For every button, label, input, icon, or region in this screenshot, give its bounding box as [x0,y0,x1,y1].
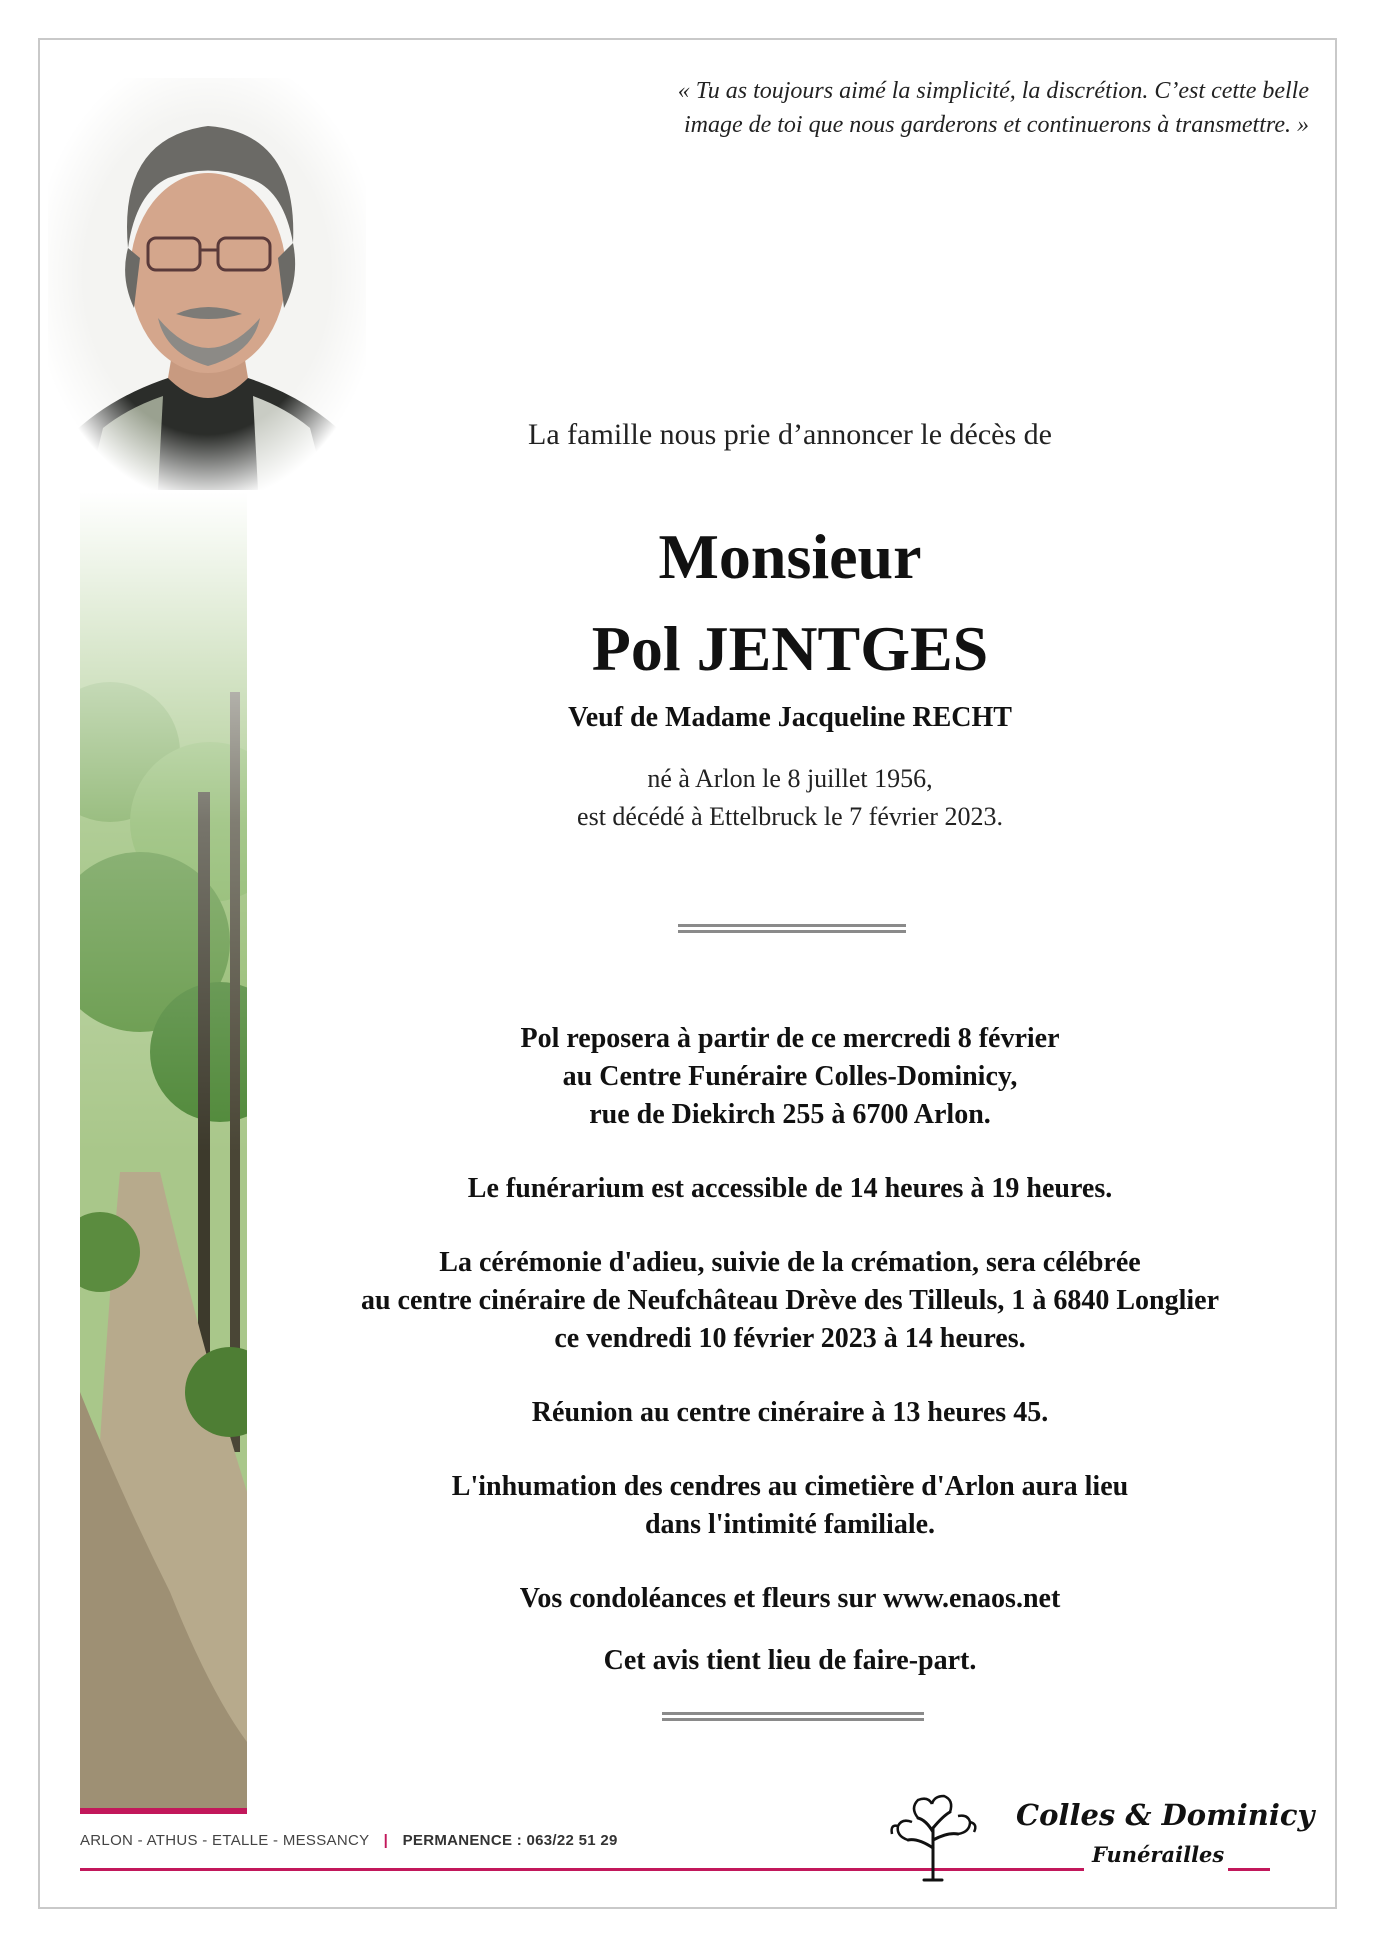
logo-line-left [976,1868,1084,1871]
footer-contact [80,1832,618,1849]
quote-line-1: « Tu as toujours aimé la simplicité, la discrétion. C’est cette belle [677,78,1309,104]
meeting-paragraph [270,1394,1310,1432]
rest-paragraph [270,1020,1310,1134]
ceremony-line-1: La cérémonie d'adieu, suivie de la crémation, sera célébrée [439,1247,1141,1278]
divider-top [678,924,906,933]
divider-bottom [662,1712,924,1721]
meeting-line: Réunion au centre cinéraire à 13 heures 45. [531,1397,1049,1428]
condolences-line: Vos condoléances et fleurs sur www.enaos.net [519,1583,1061,1614]
hours-paragraph [270,1170,1310,1208]
rest-line-3: rue de Diekirch 255 à 6700 Arlon. [589,1099,991,1130]
deceased-title: Monsieur [658,521,922,592]
burial-line-1: L'inhumation des cendres au cimetière d'Arlon aura lieu [451,1471,1129,1502]
funeral-details [270,1020,1310,1716]
death-line: est décédé à Ettelbruck le 7 février 2023. [577,802,1003,831]
footer-separator: | [383,1832,389,1849]
rest-line-2: au Centre Funéraire Colles-Dominicy, [562,1061,1018,1092]
logo-name: Colles & Dominicy [1016,1798,1315,1832]
ceremony-paragraph [270,1244,1310,1358]
quote-line-2: image de toi que nous garderons et continuerons à transmettre. » [683,112,1309,138]
footer-permanence: PERMANENCE : 063/22 51 29 [402,1832,618,1849]
intro-text: La famille nous prie d’annoncer le décès de [528,418,1052,451]
memorial-quote [409,74,1309,142]
rest-line-1: Pol reposera à partir de ce mercredi 8 février [520,1023,1060,1054]
burial-paragraph [270,1468,1310,1544]
logo-subtitle: Funérailles [1092,1842,1225,1867]
hours-line: Le funérarium est accessible de 14 heures à 19 heures. [467,1173,1113,1204]
widow-line: Veuf de Madame Jacqueline RECHT [568,702,1012,733]
deceased-name: Pol JENTGES [591,613,989,684]
ceremony-line-3: ce vendredi 10 février 2023 à 14 heures. [554,1323,1026,1354]
accent-bar [80,1808,247,1814]
notice-line: Cet avis tient lieu de faire-part. [603,1645,977,1676]
notice-paragraph [270,1642,1310,1680]
condolences-paragraph [270,1580,1310,1618]
forest-path-image [80,492,247,1814]
tree-icon [888,1788,978,1884]
logo-line-right [1228,1868,1270,1871]
burial-line-2: dans l'intimité familiale. [644,1509,936,1540]
footer-locations: ARLON - ATHUS - ETALLE - MESSANCY [80,1832,370,1849]
life-dates [270,760,1310,836]
birth-line: né à Arlon le 8 juillet 1956, [647,764,933,793]
funeral-home-logo [888,1788,1315,1888]
ceremony-line-2: au centre cinéraire de Neufchâteau Drève des Tilleuls, 1 à 6840 Longlier [360,1285,1220,1316]
